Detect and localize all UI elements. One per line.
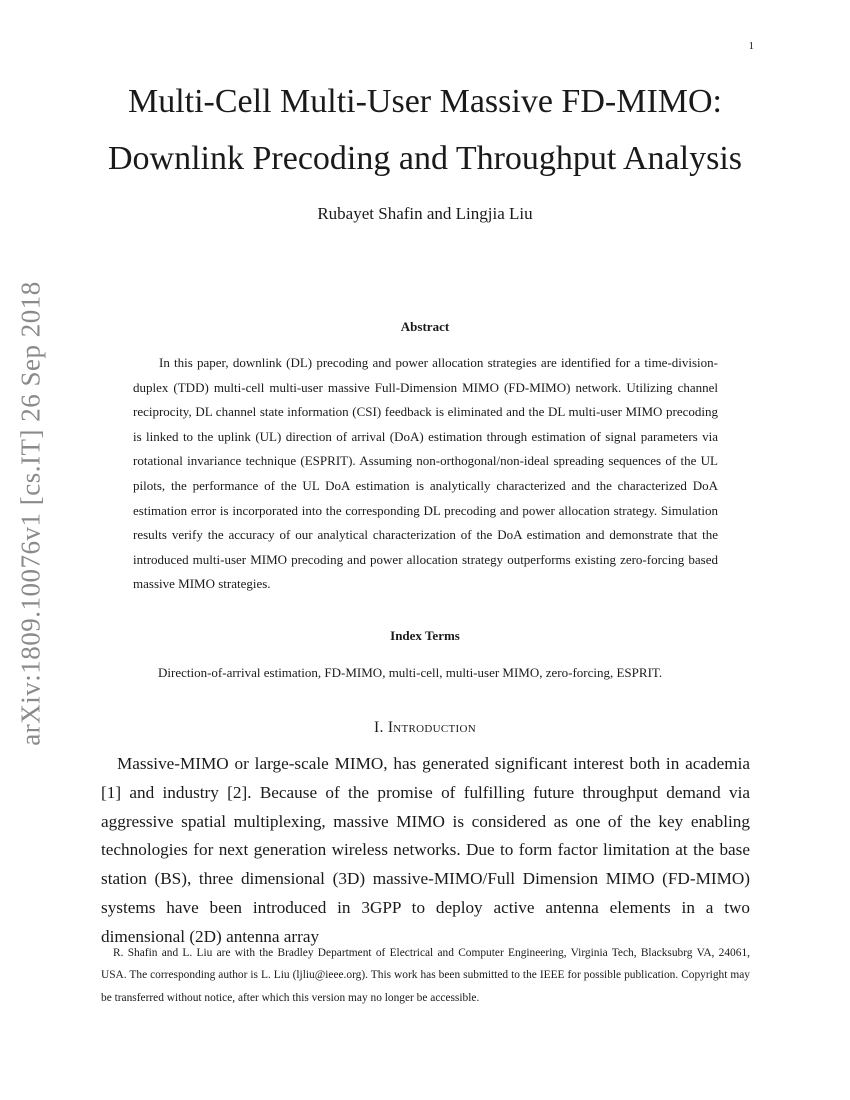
- abstract-body: In this paper, downlink (DL) precoding and power allocation strategies are identified for a time-division-duplex (TDD) multi-cell multi-user massive Full-Dimension MIMO (FD-MIMO) network. Utilizing channel reciprocity, DL channel state information (CSI) feedback is eliminated and the DL multi-user MIMO precoding is linked to the uplink (UL) direction of arrival (DoA) estimation through estimation of signal parameters via rotational invariance technique (ESPRIT). Assuming non-orthogonal/non-ideal spreading sequences of the UL pilots, the performance of the UL DoA estimation is analytically characterized and the characterized DoA estimation error is incorporated into the corresponding DL precoding and power allocation strategy. Simulation results verify the accuracy of our analytical characterization of the DoA estimation and demonstrate that the introduced multi-user MIMO precoding and power allocation strategy outperforms existing zero-forcing based massive MIMO strategies.: [133, 355, 718, 592]
- paper-title-line-2: Downlink Precoding and Throughput Analysis: [108, 140, 742, 177]
- page-number: 1: [748, 40, 754, 52]
- paper-title-line-1: Multi-Cell Multi-User Massive FD-MIMO:: [127, 83, 723, 120]
- authors: Rubayet Shafin and Lingjia Liu: [317, 204, 533, 223]
- arxiv-stamp-text: arXiv:1809.10076v1 [cs.IT] 26 Sep 2018: [15, 280, 46, 746]
- section-heading-introduction: [0, 719, 850, 737]
- abstract-heading: Abstract: [400, 319, 450, 334]
- section-title: Introduction: [387, 719, 477, 736]
- introduction-body: Massive-MIMO or large-scale MIMO, has generated significant interest both in academia [1] and industry [2]. Because of the promise of fulfilling future throughput demand via aggressive spatial multiplexing, massive MIMO is considered as one of the key enabling technologies for next generation wireless networks. Due to form factor limitation at the base station (BS), three dimensional (3D) massive-MIMO/Full Dimension MIMO (FD-MIMO) systems have been introduced in 3GPP to deploy active antenna elements in a two dimensional (2D) antenna array: [101, 754, 750, 946]
- arxiv-stamp: [14, 278, 48, 748]
- author-footnote: R. Shafin and L. Liu are with the Bradley Department of Electrical and Computer Engineering, Virginia Tech, Blacksubrg VA, 24061, USA. The corresponding author is L. Liu (ljliu@ieee.org). This work has been submitted to the IEEE for possible publication. Copyright may be transferred without notice, after which this version may no longer be accessible.: [101, 947, 750, 1004]
- section-number: I.: [373, 719, 384, 736]
- index-terms-heading: Index Terms: [390, 628, 460, 643]
- index-terms-body: Direction-of-arrival estimation, FD-MIMO, multi-cell, multi-user MIMO, zero-forcing, ESPRIT.: [158, 665, 663, 680]
